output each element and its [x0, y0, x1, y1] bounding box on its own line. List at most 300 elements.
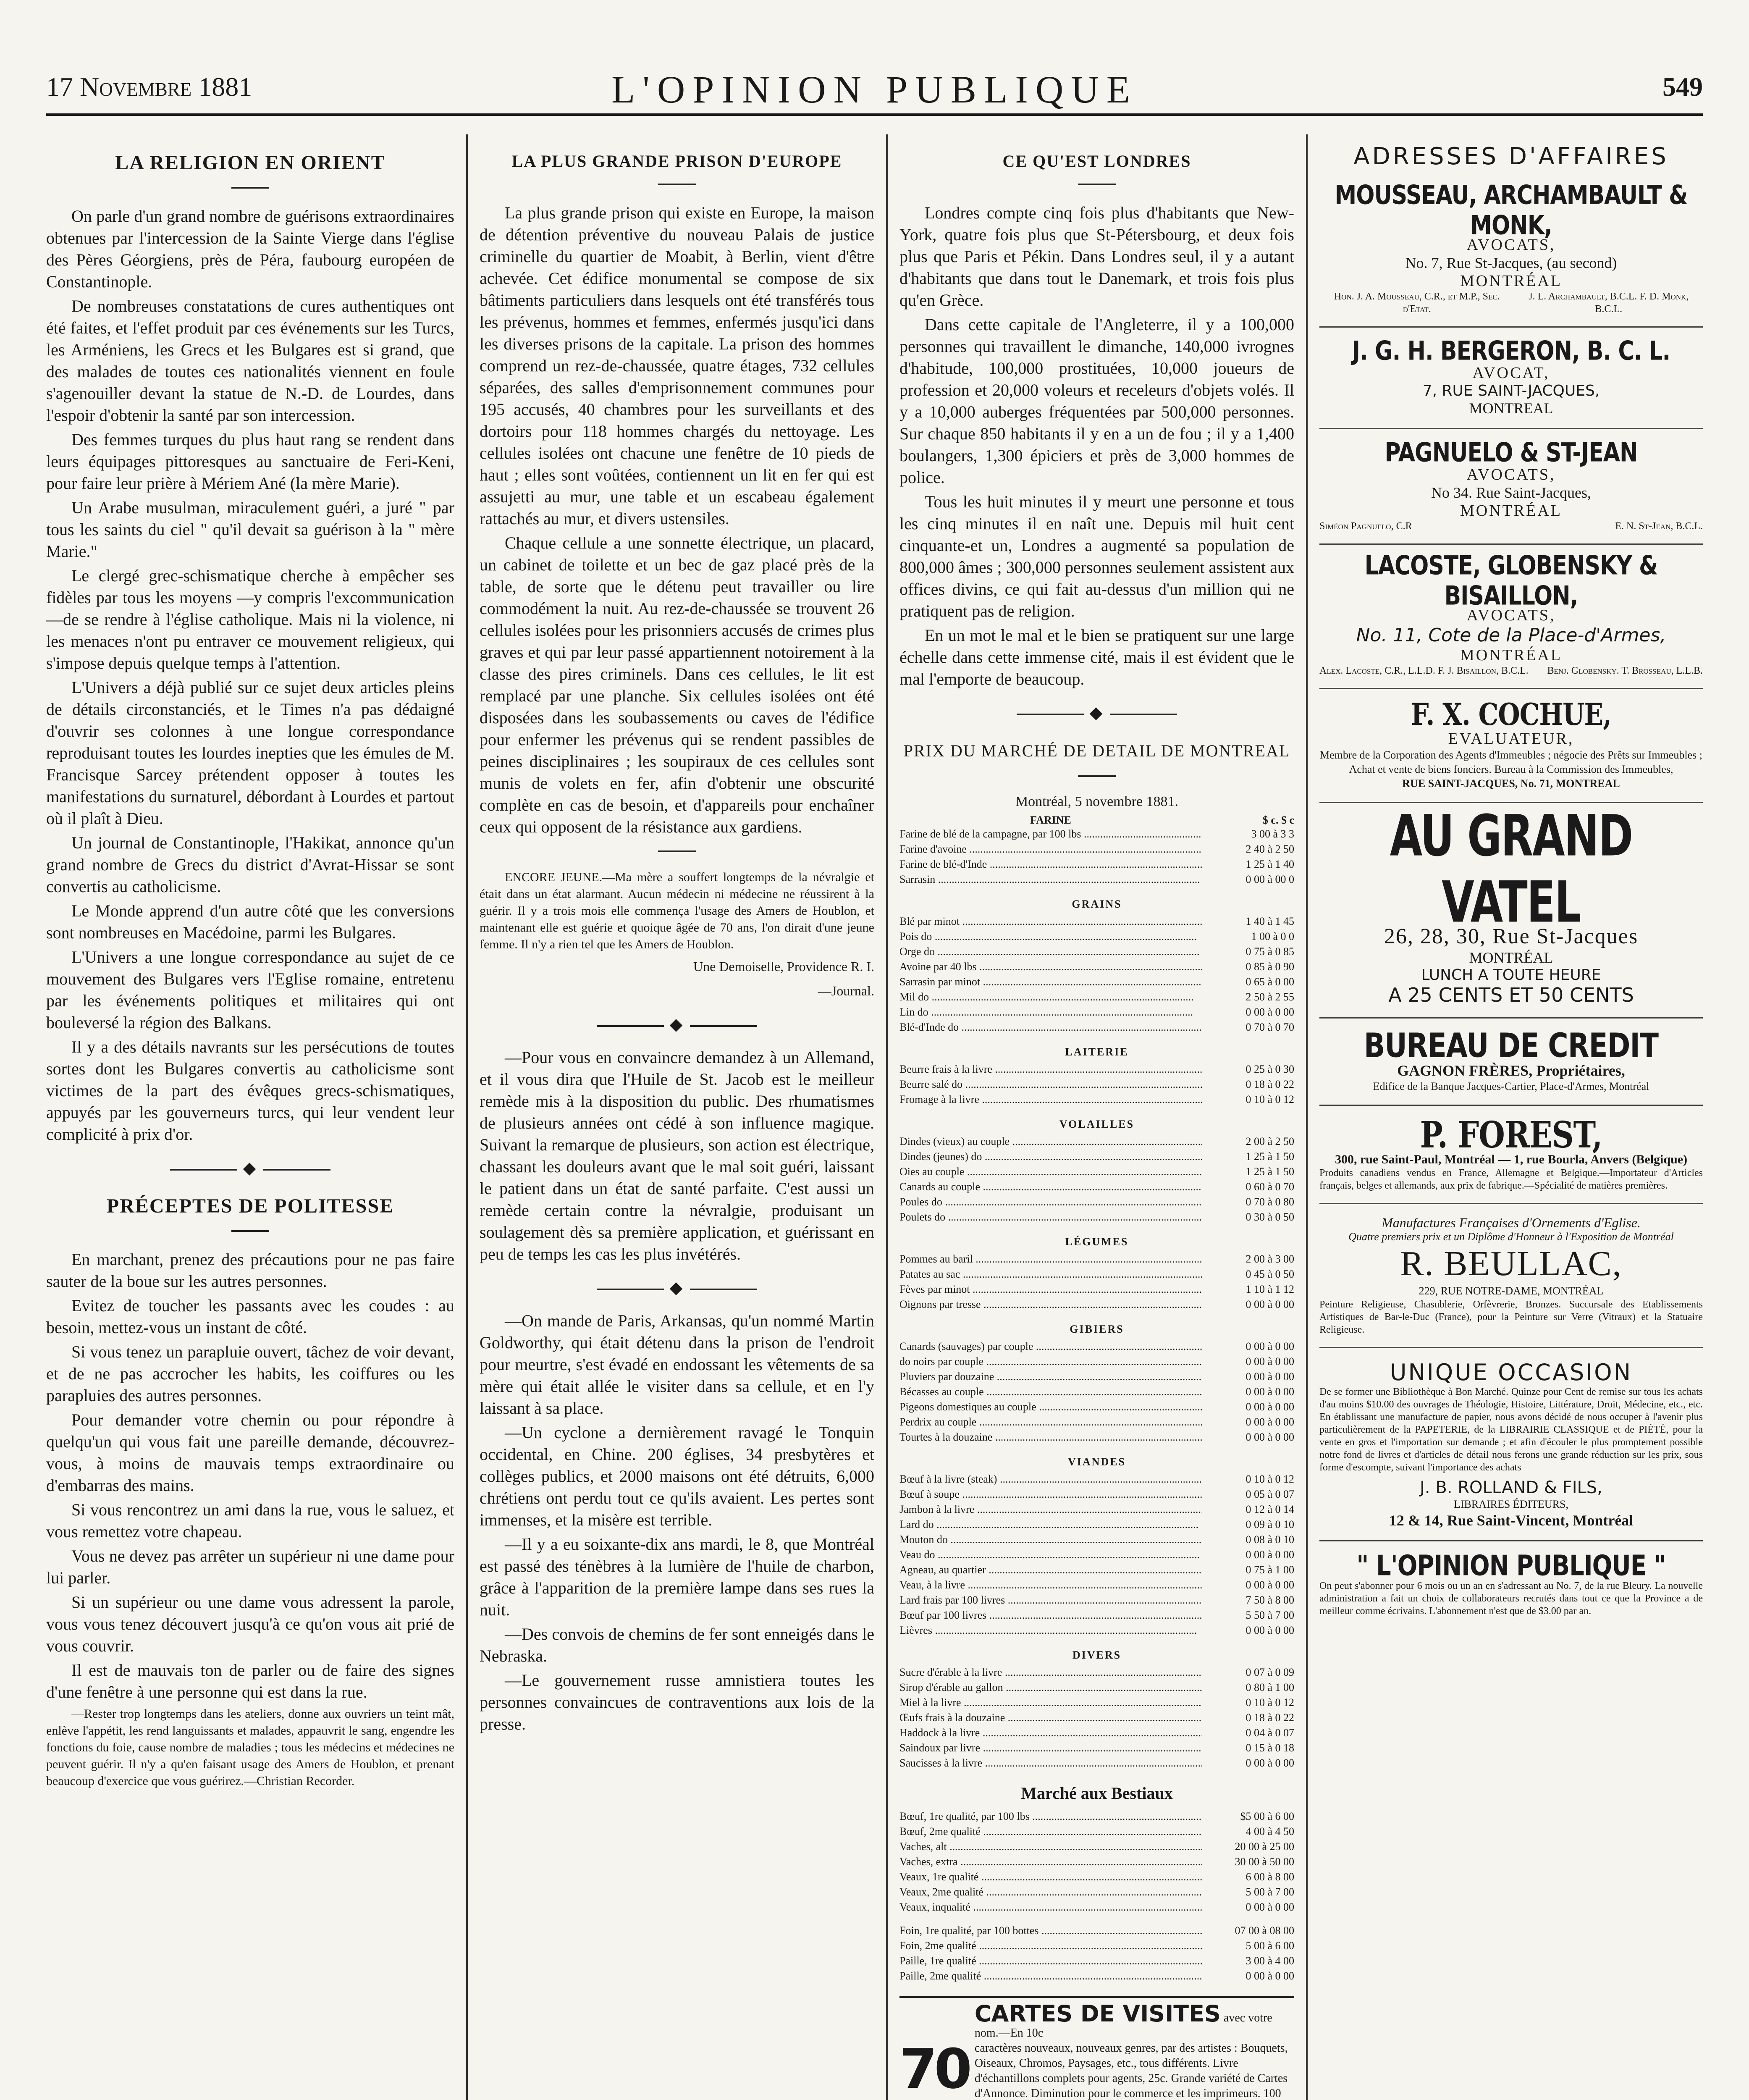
- price-value: 30 00 à 50 00: [1235, 1856, 1294, 1868]
- price-value: 0 10 à 0 12: [1246, 1093, 1294, 1105]
- signature: —Journal.: [818, 983, 874, 998]
- paragraph: De nombreuses constatations de cures authentiques ont été faites, et l'effet produit par ces événements sur les Turcs, les Arméniens, les Grecs et les Bulgares est si grand, que des malades de toutes ces nationalités viennent en foule s'agenouiller devant la statue de N.-D. de Lourdes, dans l'espoir d'obtenir la santé par son intercession.: [46, 297, 454, 425]
- ad-city: MONTRÉAL: [1460, 502, 1563, 520]
- ad-name: R. BEULLAC,: [1400, 1244, 1622, 1283]
- price-row: [899, 1740, 1294, 1756]
- ad-name: MOUSSEAU, ARCHAMBAULT & MONK,: [1335, 180, 1688, 241]
- price-value: 0 60 à 0 70: [1246, 1181, 1294, 1193]
- columns: [46, 134, 1703, 2100]
- market-date: Montréal, 5 novembre 1881.: [1015, 794, 1179, 809]
- price-row: [899, 1134, 1294, 1149]
- category-name: GIBIERS: [1070, 1323, 1124, 1335]
- price-value: 1 00 à 0 0: [1251, 930, 1294, 942]
- price-row: [899, 1282, 1294, 1297]
- price-value: 0 00 à 0 00: [1246, 1401, 1294, 1413]
- cards-text: [974, 2000, 1294, 2100]
- price-item: Poules do .....: [899, 1194, 1202, 1210]
- price-row: [899, 1384, 1294, 1399]
- price-value: 0 00 à 00 0: [1246, 873, 1294, 885]
- category-name: LAITERIE: [1065, 1046, 1129, 1058]
- paragraph: On parle d'un grand nombre de guérisons extraordinaires obtenues par l'intercession de la Sainte Vierge dans l'église des Pères Géorgiens, près de Péra, faubourg européen de Constantinople.: [46, 207, 454, 291]
- price-value: 1 10 à 1 12: [1246, 1283, 1294, 1295]
- ad-name: J. G. H. BERGERON, B. C. L.: [1352, 336, 1670, 366]
- price-row: [899, 1839, 1294, 1854]
- paragraph: Un Arabe musulman, miraculement guéri, a juré " par tous les saints du ciel " qu'il devait sa guérison à la " mère Marie.": [46, 498, 454, 561]
- ad-city: MONTREAL: [1469, 400, 1553, 417]
- cards-body: caractères nouveaux, nouveaux genres, par des artistes : Bouquets, Oiseaux, Chromos, Paysages, etc., tous différents. Livre d'échantillons complets pour agents, 25c. Grande variété de Cartes d'Annonce. Diminution pour le commerce et les imprimeurs. 100: [974, 2042, 1288, 2100]
- ad-bergeron: [1319, 328, 1703, 429]
- price-item: Vaches, alt .....: [899, 1839, 1202, 1854]
- hay-price-list: [899, 1923, 1294, 1984]
- ad-city: MONTRÉAL: [1460, 272, 1563, 290]
- ad-address: No. 7, Rue St-Jacques, (au second): [1405, 255, 1617, 271]
- price-row: [899, 1547, 1294, 1562]
- divider: [1078, 184, 1116, 185]
- price-item: Veau do .....: [899, 1547, 1202, 1562]
- paragraph: —Des convois de chemins de fer sont enneigés dans le Nebraska.: [480, 1625, 874, 1665]
- price-row: [899, 1710, 1294, 1725]
- price-item: Lièvres .....: [899, 1623, 1202, 1638]
- price-row: [899, 1532, 1294, 1547]
- ad-address: 300, rue Saint-Paul, Montréal — 1, rue Bourla, Anvers (Belgique): [1335, 1152, 1688, 1166]
- ad-name: P. FOREST,: [1420, 1113, 1602, 1156]
- price-item: Bœuf, 1re qualité, par 100 lbs .....: [899, 1809, 1202, 1824]
- price-row: [899, 1210, 1294, 1225]
- price-item: Foin, 2me qualité .....: [899, 1938, 1202, 1953]
- price-row: [899, 1369, 1294, 1384]
- price-value: 07 00 à 08 00: [1235, 1924, 1294, 1937]
- price-item: Vaches, extra .....: [899, 1854, 1202, 1869]
- price-value: 0 00 à 0 00: [1246, 1579, 1294, 1591]
- price-row: [899, 1517, 1294, 1532]
- paragraph: —Pour vous en convaincre demandez à un Allemand, et il vous dira que l'Huile de St. Jacob est le meilleur remède mis à la disposition du public. Des rhumatismes de plusieurs années ont cédé à son influence magique. Suivant la remarque de plusieurs, son action est électrique, chassant les douleurs avant que le mal soit guéri, laissant le patient dans un état de santé parfaite. C'est aussi un remède certain contre la névralgie, produisant un soulagement dès sa première application, et guérissant en peu de temps les cas les plus invétérés.: [480, 1048, 874, 1263]
- ad-opinion-publique: [1319, 1541, 1703, 1628]
- price-row: [899, 1430, 1294, 1445]
- price-value: 0 00 à 0 00: [1246, 1970, 1294, 1982]
- price-row: [899, 1487, 1294, 1502]
- category-name: VIANDES: [1067, 1456, 1126, 1468]
- price-value: 0 70 à 0 80: [1246, 1196, 1294, 1208]
- ad-intro: Manufactures Françaises d'Ornements d'Eglise.: [1382, 1215, 1641, 1230]
- price-item: Pois do .....: [899, 929, 1202, 944]
- price-value: 1 25 à 1 50: [1246, 1166, 1294, 1178]
- price-value: 0 00 à 0 00: [1246, 1386, 1294, 1398]
- paragraph: Chaque cellule a une sonnette électrique, un placard, un cabinet de toilette et un bec de gaz placé près de la table, de sorte que le détenu peut travailler ou lire commodément la nuit. Au rez-de-chaussée se trouvent 26 cellules isolées pour les prisonniers accusés de crimes plus graves et qui par leur passé appartiennent notoirement à la classe des pires criminels. Dans ces cellules, le lit est remplacé par une planche. Six cellules isolées ont été disposées dans les soubassements ou caves de l'édifice pour enfermer les prévenus qui se rendent passibles de peines disciplinaires ; les soupiraux de ces cellules sont munis de volets en fer, afin d'obtenir une obscurité complète en cas de besoin, et d'appareils pour enchaîner ceux qui opposent de la résistance aux gardiens.: [480, 533, 874, 836]
- price-value: 0 15 à 0 18: [1246, 1742, 1294, 1754]
- ad-pagnuelo: [1319, 429, 1703, 545]
- price-item: Jambon à la livre .....: [899, 1502, 1202, 1517]
- price-row: [899, 1809, 1294, 1824]
- price-row: [899, 1578, 1294, 1593]
- category-name: LÉGUMES: [1065, 1236, 1129, 1248]
- price-row: [899, 990, 1294, 1005]
- price-row: [899, 1885, 1294, 1900]
- price-value: 2 50 à 2 55: [1246, 991, 1294, 1003]
- cards-count: 70: [899, 2037, 969, 2100]
- price-row: [899, 1062, 1294, 1077]
- paragraph: Un journal de Constantinople, l'Hakikat, annonce qu'un grand nombre de Grecs du district d'Avrat-Hissar se sont convertis au catholicisme.: [46, 833, 454, 896]
- price-item: Fromage à la livre .....: [899, 1092, 1202, 1107]
- ad-role: AVOCATS,: [1466, 236, 1556, 254]
- price-value: 0 00 à 0 00: [1246, 1006, 1294, 1018]
- price-row: [899, 1164, 1294, 1179]
- price-row: [899, 1005, 1294, 1020]
- price-item: Oies au couple .....: [899, 1164, 1202, 1179]
- ad-forest: [1319, 1106, 1703, 1204]
- ad-partners: Siméon Pagnuelo, C.R E. N. St-Jean, B.C.L.: [1319, 521, 1703, 532]
- price-row: [899, 1900, 1294, 1915]
- price-row: [899, 1665, 1294, 1680]
- price-item: Saucisses à la livre .....: [899, 1756, 1202, 1771]
- column-2: [466, 134, 886, 2100]
- price-value: 0 10 à 0 12: [1246, 1696, 1294, 1709]
- price-value: 6 00 à 8 00: [1246, 1871, 1294, 1883]
- ad-address: 12 & 14, Rue Saint-Vincent, Montréal: [1389, 1512, 1634, 1529]
- price-row: [899, 1938, 1294, 1953]
- price-value: 1 25 à 1 50: [1246, 1150, 1294, 1163]
- ad-city: MONTRÉAL: [1469, 949, 1553, 966]
- price-row: [899, 1472, 1294, 1487]
- price-item: Beurre salé do .....: [899, 1077, 1202, 1092]
- market-price-list: [899, 814, 1294, 1771]
- price-row: [899, 1415, 1294, 1430]
- ornament-divider: ◆: [46, 1158, 454, 1178]
- price-value: 0 80 à 1 00: [1246, 1681, 1294, 1693]
- price-row: [899, 1149, 1294, 1164]
- price-value: 0 25 à 0 30: [1246, 1063, 1294, 1075]
- price-row: [899, 1092, 1294, 1107]
- ad-address: 229, RUE NOTRE-DAME, MONTRÉAL: [1419, 1285, 1604, 1297]
- ad-bureau-credit: [1319, 1018, 1703, 1106]
- price-row: [899, 1252, 1294, 1267]
- price-row: [899, 1267, 1294, 1282]
- category-name: DIVERS: [1072, 1649, 1122, 1661]
- price-value: 0 00 à 0 00: [1246, 1549, 1294, 1561]
- column-1: [46, 134, 466, 2100]
- ad-partners: Hon. J. A. Mousseau, C.R., et M.P., Sec. d'Etat. J. L. Archambault, B.C.L. F. D. Monk, B.C.L.: [1334, 291, 1689, 315]
- price-value: 1 25 à 1 40: [1246, 858, 1294, 870]
- price-item: Miel à la livre .....: [899, 1695, 1202, 1710]
- price-item: Bœuf à soupe .....: [899, 1487, 1202, 1502]
- price-row: [899, 1854, 1294, 1869]
- price-item: Blé par minot .....: [899, 914, 1202, 929]
- price-item: Farine de blé de la campagne, par 100 lbs .....: [899, 827, 1202, 842]
- price-row: [899, 1680, 1294, 1695]
- price-value: 0 00 à 0 00: [1246, 1355, 1294, 1368]
- price-row: [899, 1399, 1294, 1415]
- article-title: PRÉCEPTES DE POLITESSE: [106, 1195, 394, 1217]
- ad-owners: GAGNON FRÈRES, Propriétaires,: [1397, 1062, 1625, 1079]
- paragraph: —On mande de Paris, Arkansas, qu'un nommé Martin Goldworthy, qui était détenu dans la prison de l'endroit pour meurtre, s'est évadé en endossant les vêtements de sa mère qui était allée le visiter dans sa cellule, et en l'y laissant à sa place.: [480, 1311, 874, 1418]
- ad-name: BUREAU DE CREDIT: [1364, 1026, 1658, 1065]
- price-value: 0 18 à 0 22: [1246, 1712, 1294, 1724]
- price-value: $5 00 à 6 00: [1240, 1810, 1294, 1822]
- ad-name: PAGNUELO & ST-JEAN: [1385, 438, 1638, 468]
- ad-lacoste: [1319, 545, 1703, 689]
- price-value: 0 05 à 0 07: [1246, 1488, 1294, 1500]
- paragraph: Dans cette capitale de l'Angleterre, il y a 100,000 personnes qui travaillent le dimanche, 140,000 ivrognes d'habitude, 100,000 prostituées, 10,000 joueurs de profession et 20,000 voleurs et receleurs d'objets volés. Il y a 10,000 auberges fréquentées par 500,000 personnes. Sur chaque 850 habitants il y en a un de fou ; il y a 1,400 boulangers, 1,300 épiciers et près de 3,000 hommes de police.: [899, 315, 1294, 487]
- paragraph: La plus grande prison qui existe en Europe, la maison de détention préventive du nouveau Palais de justice criminelle du quartier de Moabit, à Berlin, vient d'être achevée. Cet édifice monumental se compose de six bâtiments particuliers dans lesquels ont été transférés tous les prévenus, hommes et femmes, enfermés jusqu'ici dans les diverses prisons de la capitale. La prison des hommes comprend un rez-de-chaussée, quatre étages, 732 cellules séparées, des salles d'emprisonnement communes pour 195 accusés, 40 chambres pour les surveillants et des dortoirs pour 118 hommes chargés du nettoyage. Les cellules isolées ont chacune une fenêtre de 10 pieds de haut ; elles sont voûtées, contiennent un lit en fer qui est assujetti au mur, une table et un escabeau également rattachés au mur, et divers ustensiles.: [480, 203, 874, 528]
- price-item: Avoine par 40 lbs .....: [899, 959, 1202, 974]
- price-item: Beurre frais à la livre .....: [899, 1062, 1202, 1077]
- price-item: Perdrix au couple .....: [899, 1415, 1202, 1430]
- paragraph: —Il y a eu soixante-dix ans mardi, le 8, que Montréal est passé des ténèbres à la lumière de l'huile de charbon, grâce à l'apparition de la première lampe dans ses rues la nuit.: [480, 1535, 874, 1619]
- price-value: 0 00 à 0 00: [1246, 1298, 1294, 1310]
- price-row: [899, 1297, 1294, 1312]
- category-name: FARINE: [1030, 814, 1071, 826]
- ad-beullac: [1319, 1204, 1703, 1348]
- ad-firm: J. B. ROLLAND & FILS,: [1420, 1478, 1602, 1497]
- ad-intro: Quatre premiers prix et un Diplôme d'Honneur à l'Exposition de Montréal: [1348, 1231, 1674, 1243]
- price-item: Veaux, 1re qualité .....: [899, 1869, 1202, 1885]
- price-item: Lard frais par 100 livres .....: [899, 1593, 1202, 1608]
- price-item: Sucre d'érable à la livre .....: [899, 1665, 1202, 1680]
- price-row: [899, 1593, 1294, 1608]
- price-value: 0 70 à 0 70: [1246, 1021, 1294, 1033]
- price-row: [899, 857, 1294, 872]
- ad-role: AVOCATS,: [1466, 606, 1556, 624]
- paragraph: En un mot le mal et le bien se pratiquent sur une large échelle dans cette immense cité, mais il est évident que le mal l'emporte de beaucoup.: [899, 626, 1294, 688]
- price-value: 0 04 à 0 07: [1246, 1727, 1294, 1739]
- ad-mousseau: [1319, 174, 1703, 328]
- market-title: PRIX DU MARCHÉ DE DETAIL DE MONTREAL: [903, 741, 1290, 760]
- price-item: Sirop d'érable au gallon .....: [899, 1680, 1202, 1695]
- price-row: [899, 959, 1294, 974]
- price-item: Lard do .....: [899, 1517, 1202, 1532]
- paragraph: Vous ne devez pas arrêter un supérieur ni une dame pour lui parler.: [46, 1546, 454, 1587]
- category-name: GRAINS: [1072, 898, 1122, 910]
- price-row: [899, 1562, 1294, 1578]
- ad-description: On peut s'abonner pour 6 mois ou un an en s'adressant au No. 7, de la rue Bleury. La nouvelle administration a fait un choix de collaborateurs recrutés dans tout ce que la Province a de meilleur comme écrivains. L'abonnement n'est que de $3.00 par an.: [1319, 1580, 1703, 1617]
- price-value: 3 00 à 4 00: [1246, 1955, 1294, 1967]
- price-item: Bécasses au couple .....: [899, 1384, 1202, 1399]
- price-item: Paille, 1re qualité .....: [899, 1953, 1202, 1969]
- price-value: 0 00 à 0 00: [1246, 1757, 1294, 1769]
- signature: Une Demoiselle, Providence R. I.: [693, 959, 874, 974]
- price-row: [899, 1869, 1294, 1885]
- price-item: Farine d'avoine .....: [899, 842, 1202, 857]
- page-number: 549: [1662, 72, 1703, 102]
- ad-role: AVOCATS,: [1466, 466, 1556, 483]
- paragraph: Des femmes turques du plus haut rang se rendent dans leurs équipages pittoresques au sanctuaire de Feri-Keni, pour faire leur prière à Mériem Ané (la mère Marie).: [46, 430, 454, 493]
- price-value: 0 10 à 0 12: [1246, 1473, 1294, 1485]
- price-item: Haddock à la livre .....: [899, 1725, 1202, 1740]
- price-row: [899, 1077, 1294, 1092]
- paragraph: Tous les huit minutes il y meurt une personne et tous les cinq minutes il en naît une. Depuis mil huit cent cinquante-et un, Londres a augmenté sa population de 800,000 âmes ; 300,000 personnes seulement assistent aux offices divins, ce qui fait au-dessus d'un million qui ne pratiquent pas de religion.: [899, 492, 1294, 620]
- article-title: LA PLUS GRANDE PRISON D'EUROPE: [511, 152, 842, 171]
- price-item: Dindes (jeunes) do .....: [899, 1149, 1202, 1164]
- price-value: 0 00 à 0 00: [1246, 1624, 1294, 1636]
- price-item: Veau, à la livre .....: [899, 1578, 1202, 1593]
- price-item: Mil do .....: [899, 990, 1202, 1005]
- price-value: 0 07 à 0 09: [1246, 1666, 1294, 1678]
- price-row: [899, 1020, 1294, 1035]
- price-row: [899, 1953, 1294, 1969]
- price-value: 4 00 à 4 50: [1246, 1825, 1294, 1838]
- price-item: Patates au sac .....: [899, 1267, 1202, 1282]
- price-value: 20 00 à 25 00: [1235, 1840, 1294, 1853]
- price-item: Œufs frais à la douzaine .....: [899, 1710, 1202, 1725]
- ad-description: Produits canadiens vendus en France, Allemagne et Belgique.—Importateur d'Articles français, belges et allemands, aux prix de fabrique.—Spécialité de matières premières.: [1319, 1168, 1703, 1191]
- issue-date: 17 Novembre 1881: [46, 72, 252, 102]
- divider: [658, 184, 696, 185]
- ad-name: " L'OPINION PUBLIQUE ": [1356, 1549, 1666, 1583]
- price-item: Canards au couple .....: [899, 1179, 1202, 1194]
- ornament-divider: ◆: [480, 1278, 874, 1297]
- paragraph: Pour demander votre chemin ou pour répondre à quelqu'un qui vous fait une pareille demande, découvrez-vous, à moins de mauvais temps extraordinaire ou d'embarras des mains.: [46, 1410, 454, 1495]
- price-value: 0 45 à 0 50: [1246, 1268, 1294, 1280]
- column-4-advertisements: [1306, 134, 1703, 2100]
- divider: [658, 850, 696, 852]
- ad-cochue: [1319, 689, 1703, 803]
- ad-name: UNIQUE OCCASION: [1390, 1359, 1633, 1386]
- ad-line: LUNCH A TOUTE HEURE: [1421, 966, 1601, 984]
- ornament-divider: ◆: [899, 703, 1294, 722]
- price-row: [899, 914, 1294, 929]
- ad-city: MONTRÉAL: [1460, 646, 1563, 664]
- cards-suffix: avec votre nom.—En 10c: [974, 2011, 1272, 2040]
- masthead: [46, 63, 1703, 116]
- divider: [231, 187, 269, 189]
- price-value: 3 00 à 3 3: [1251, 828, 1294, 840]
- advert-note: —Rester trop longtemps dans les ateliers, donne aux ouvriers un teint mât, enlève l'appétit, les rend languissants et malades, appauvrit le sang, engendre les fonctions du foie, cause nombre de maladies ; tous les médecins et médecines ne peuvent guérir. Il n'y a qu'en faisant usage des Amers de Houblon, et prenant beaucoup d'exercice que vous guérirez.—Christian Recorder.: [46, 1707, 454, 1788]
- paragraph: Si vous tenez un parapluie ouvert, tâchez de voir devant, et de ne pas accrocher les habits, les coiffures ou les parapluies des autres personnes.: [46, 1342, 454, 1405]
- divider: [1078, 775, 1116, 777]
- price-item: Tourtes à la douzaine .....: [899, 1430, 1202, 1445]
- price-item: Bœuf à la livre (steak) .....: [899, 1472, 1202, 1487]
- paragraph: Londres compte cinq fois plus d'habitants que New-York, quatre fois plus que St-Pétersbourg, et deux fois plus que Paris et Pékin. Dans Londres seul, il y a autant d'habitants que dans tout le Danemark, et trois fois plus qu'en Grèce.: [899, 203, 1294, 310]
- price-item: Mouton do .....: [899, 1532, 1202, 1547]
- price-item: Canards (sauvages) par couple .....: [899, 1339, 1202, 1354]
- price-value: 0 85 à 0 90: [1246, 961, 1294, 973]
- ad-address: No. 11, Cote de la Place-d'Armes,: [1356, 625, 1666, 646]
- ad-address: No 34. Rue Saint-Jacques,: [1431, 484, 1591, 501]
- price-value: 0 00 à 0 00: [1246, 1901, 1294, 1913]
- ad-line: A 25 CENTS ET 50 CENTS: [1388, 984, 1634, 1006]
- paragraph: En marchant, prenez des précautions pour ne pas faire sauter de la boue sur les autres personnes.: [46, 1250, 454, 1291]
- ad-name: LACOSTE, GLOBENSKY & BISAILLON,: [1364, 551, 1658, 611]
- price-item: Farine de blé-d'Inde .....: [899, 857, 1202, 872]
- price-value: 5 50 à 7 00: [1246, 1609, 1294, 1621]
- price-item: Veaux, inqualité .....: [899, 1900, 1202, 1915]
- paragraph: —Un cyclone a dernièrement ravagé le Tonquin occidental, en Chine. 200 églises, 34 presbytères et collèges publics, et 2000 maisons ont été détruits, 6,000 chrétiens ont perdu tout ce qu'ils avaient. Les pertes sont immenses, et la misère est terrible.: [480, 1423, 874, 1529]
- paragraph: L'Univers a une longue correspondance au sujet de ce mouvement des Bulgares vers l'Eglise romaine, entretenu par les événements politiques et militaires qui ont bouleversé la région des Balkans.: [46, 948, 454, 1032]
- price-row: [899, 1194, 1294, 1210]
- article-title: LA RELIGION EN ORIENT: [115, 152, 385, 174]
- price-row: [899, 842, 1294, 857]
- price-value: 5 00 à 7 00: [1246, 1886, 1294, 1898]
- price-row: [899, 1756, 1294, 1771]
- price-item: Lin do .....: [899, 1005, 1202, 1020]
- price-row: [899, 1339, 1294, 1354]
- price-value: 0 12 à 0 14: [1246, 1503, 1294, 1515]
- price-item: Foin, 1re qualité, par 100 bottes .....: [899, 1923, 1202, 1938]
- ad-role: EVALUATEUR,: [1448, 730, 1574, 748]
- paragraph: Evitez de toucher les passants avec les coudes : au besoin, mettez-vous un instant de côté.: [46, 1296, 454, 1337]
- price-row: [899, 1923, 1294, 1938]
- ad-address: 7, RUE SAINT-JACQUES,: [1422, 382, 1600, 399]
- ad-name: F. X. COCHUE,: [1411, 697, 1612, 732]
- price-item: Orge do .....: [899, 944, 1202, 959]
- price-item: Blé-d'Inde do .....: [899, 1020, 1202, 1035]
- price-item: Oignons par tresse .....: [899, 1297, 1202, 1312]
- price-row: [899, 944, 1294, 959]
- ad-name: AU GRAND VATEL: [1390, 803, 1633, 935]
- price-value: 1 40 à 1 45: [1246, 915, 1294, 927]
- price-value: 0 75 à 1 00: [1246, 1564, 1294, 1576]
- paragraph: Il y a des détails navrants sur les persécutions de toutes sortes dont les Bulgares convertis au catholicisme sont victimes de la part des évêques grecs-schismatiques, appuyés par les gouverneurs turcs, qui leur vendent leur complicité à prix d'or.: [46, 1037, 454, 1144]
- divider: [231, 1230, 269, 1232]
- price-row: [899, 1969, 1294, 1984]
- price-value: 0 09 à 0 10: [1246, 1518, 1294, 1530]
- price-value: 0 75 à 0 85: [1246, 945, 1294, 958]
- ad-unique-occasion: [1319, 1348, 1703, 1541]
- livestock-price-list: [899, 1809, 1294, 1915]
- price-item: Poulets do .....: [899, 1210, 1202, 1225]
- price-value: 0 18 à 0 22: [1246, 1078, 1294, 1090]
- price-header: [899, 814, 1294, 827]
- ad-description: Membre de la Corporation des Agents d'Immeubles ; négocie des Prêts sur Immeubles ; Achat et vente de biens fonciers. Bureau à la Commission des Immeubles,: [1320, 749, 1702, 775]
- price-item: Fèves par minot .....: [899, 1282, 1202, 1297]
- ad-description: Peinture Religieuse, Chasublerie, Orfèvrerie, Bronzes. Succursale des Etablissements Artistiques de Bar-le-Duc (France), pour la Peinture sur Verre (Vitraux) et la Statuaire Religieuse.: [1319, 1299, 1703, 1335]
- column-3: [886, 134, 1306, 2100]
- ad-address: Edifice de la Banque Jacques-Cartier, Place-d'Armes, Montréal: [1373, 1080, 1649, 1092]
- price-row: [899, 1695, 1294, 1710]
- ads-section-title: ADRESSES D'AFFAIRES: [1353, 143, 1669, 170]
- price-row: [899, 872, 1294, 887]
- price-row: [899, 974, 1294, 990]
- price-item: Sarrasin par minot .....: [899, 974, 1202, 990]
- price-value: 0 00 à 0 00: [1246, 1370, 1294, 1383]
- paragraph: —Le gouvernement russe amnistiera toutes les personnes convaincues de contraventions aux lois de la presse.: [480, 1671, 874, 1733]
- price-row: [899, 1608, 1294, 1623]
- price-value: 2 40 à 2 50: [1246, 843, 1294, 855]
- price-row: [899, 1623, 1294, 1638]
- price-item: Saindoux par livre .....: [899, 1740, 1202, 1756]
- price-item: do noirs par couple .....: [899, 1354, 1202, 1369]
- ad-role: LIBRAIRES ÉDITEURS,: [1454, 1498, 1568, 1510]
- price-item: Pommes au baril .....: [899, 1252, 1202, 1267]
- paragraph: Le Monde apprend d'un autre côté que les conversions sont nombreuses en Macédoine, parmi les Bulgares.: [46, 901, 454, 942]
- price-row: [899, 1179, 1294, 1194]
- advert-note: ENCORE JEUNE.—Ma mère a souffert longtemps de la névralgie et était dans un état alarmant. Aucun médecin ni médecine ne réussirent à la guérir. Il y a trois mois elle commença l'usage des Amers de Houblon, et maintenant elle est guérie et quoique âgée de 70 ans, l'on dirait d'une jeune femme. Il n'y a rien tel que les Amers de Houblon.: [480, 870, 874, 951]
- price-item: Bœuf, 2me qualité .....: [899, 1824, 1202, 1839]
- ad-description: De se former une Bibliothèque à Bon Marché. Quinze pour Cent de remise sur tous les achats d'au moins $10.00 des ouvrages de Théologie, Histoire, Littérature, Droit, Médecine, etc., etc. En établissant une manufacture de papier, nous avons décidé de nous occuper à l'avenir plus particulièrement de la PAPETERIE, de la LIBRAIRIE CLASSIQUE et de PIÉTÉ, pour la vente en gros et l'importation sur demande ; et afin d'écouler le plus promptement possible notre fond de livres et d'articles de détail nous ferons une grande réduction sur les prix, sous forme d'escompte, suivant l'importance des achats: [1319, 1386, 1703, 1473]
- price-row: [899, 929, 1294, 944]
- price-item: Dindes (vieux) au couple .....: [899, 1134, 1202, 1149]
- livestock-market-title: Marché aux Bestiaux: [1021, 1784, 1173, 1803]
- article-title: CE QU'EST LONDRES: [1002, 152, 1191, 171]
- visiting-cards-advert: [899, 1996, 1294, 2100]
- price-value: 0 08 à 0 10: [1246, 1533, 1294, 1546]
- price-value: 2 00 à 2 50: [1246, 1135, 1294, 1147]
- price-item: Paille, 2me qualité .....: [899, 1969, 1202, 1984]
- price-value: 0 30 à 0 50: [1246, 1211, 1294, 1223]
- ornament-divider: ◆: [480, 1014, 874, 1034]
- price-row: [899, 1725, 1294, 1740]
- price-item: Pluviers par douzaine .....: [899, 1369, 1202, 1384]
- category-name: VOLAILLES: [1059, 1118, 1135, 1130]
- price-value: 0 65 à 0 00: [1246, 976, 1294, 988]
- newspaper-title: L'OPINION PUBLIQUE: [611, 68, 1138, 111]
- price-value: 2 00 à 3 00: [1246, 1253, 1294, 1265]
- price-row: [899, 1354, 1294, 1369]
- price-row: [899, 1824, 1294, 1839]
- ad-partners: Alex. Lacoste, C.R., L.L.D. F. J. Bisaillon, B.C.L. Benj. Globensky. T. Brosseau, L.L.B.: [1319, 665, 1703, 676]
- price-units: $ c. $ c: [1262, 814, 1294, 826]
- cards-headline: CARTES DE VISITES: [974, 2000, 1221, 2027]
- paragraph: L'Univers a déjà publié sur ce sujet deux articles pleins de détails circonstanciés, et le Times n'a pas dédaigné d'ouvrir ses colonnes à une longue correspondance reproduisant toutes les lourdes inepties que les émules de M. Francisque Sarcey prétendent opposer à toutes les manifestations du surnaturel, débordant à Lourdes et partout où il plaît à Dieu.: [46, 678, 454, 828]
